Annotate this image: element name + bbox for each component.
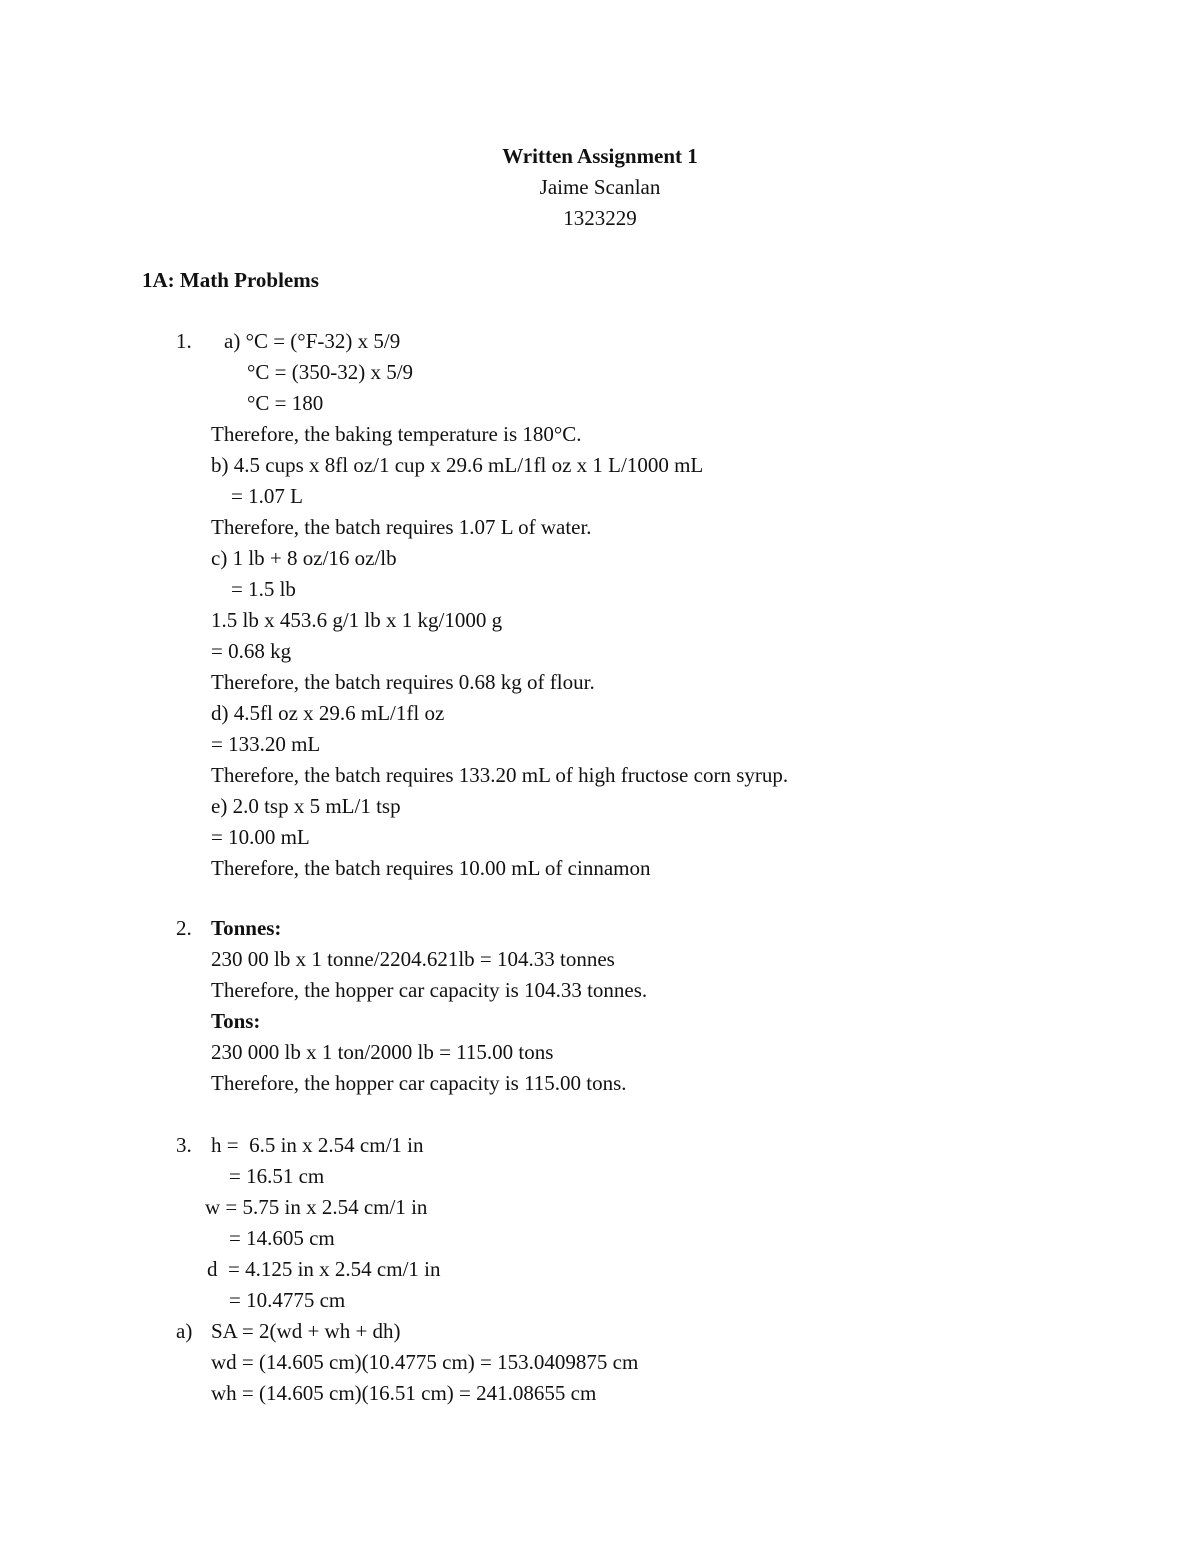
problem-1-line: Therefore, the batch requires 1.07 L of water.	[211, 515, 592, 539]
problem-1-line: Therefore, the batch requires 133.20 mL of high fructose corn syrup.	[211, 763, 789, 787]
problem-2-number: 2.	[176, 916, 192, 940]
student-id: 1323229	[563, 206, 637, 230]
part-a-line: wd = (14.605 cm)(10.4775 cm) = 153.0409875 cm	[211, 1350, 639, 1374]
tons-calculation: 230 000 lb x 1 ton/2000 lb = 115.00 tons	[211, 1040, 554, 1064]
problem-3-number: 3.	[176, 1133, 192, 1157]
problem-1-line: = 1.5 lb	[231, 577, 296, 601]
tonnes-result: Therefore, the hopper car capacity is 104.33 tonnes.	[211, 978, 648, 1002]
tons-result: Therefore, the hopper car capacity is 115.00 tons.	[211, 1071, 627, 1095]
problem-1-line: °C = 180	[247, 391, 324, 415]
part-a-label: a)	[176, 1319, 193, 1343]
problem-3-line: w = 5.75 in x 2.54 cm/1 in	[205, 1195, 428, 1219]
problem-1-line: = 0.68 kg	[211, 639, 292, 663]
part-a-line: SA = 2(wd + wh + dh)	[211, 1319, 401, 1343]
problem-1-line: e) 2.0 tsp x 5 mL/1 tsp	[211, 794, 401, 818]
problem-3-line: = 16.51 cm	[229, 1164, 325, 1188]
problem-1-line: d) 4.5fl oz x 29.6 mL/1fl oz	[211, 701, 445, 725]
problem-1-line: a) °C = (°F-32) x 5/9	[224, 329, 401, 353]
tonnes-calculation: 230 00 lb x 1 tonne/2204.621lb = 104.33 tonnes	[211, 947, 615, 971]
problem-1-number: 1.	[176, 329, 192, 353]
problem-3-line: h = 6.5 in x 2.54 cm/1 in	[211, 1133, 424, 1157]
tonnes-label: Tonnes:	[211, 916, 282, 940]
problem-3-line: = 10.4775 cm	[229, 1288, 346, 1312]
problem-1-line: Therefore, the batch requires 0.68 kg of flour.	[211, 670, 595, 694]
author-name: Jaime Scanlan	[539, 175, 661, 199]
section-heading: 1A: Math Problems	[142, 268, 319, 292]
problem-1-line: = 10.00 mL	[211, 825, 310, 849]
document-title: Written Assignment 1	[502, 144, 698, 168]
problem-1-line: °C = (350-32) x 5/9	[247, 360, 414, 384]
problem-1-line: Therefore, the baking temperature is 180°C.	[211, 422, 582, 446]
problem-1-line: c) 1 lb + 8 oz/16 oz/lb	[211, 546, 397, 570]
problem-3-line: = 14.605 cm	[229, 1226, 335, 1250]
problem-1-line: = 133.20 mL	[211, 732, 321, 756]
problem-1-line: b) 4.5 cups x 8fl oz/1 cup x 29.6 mL/1fl oz x 1 L/1000 mL	[211, 453, 704, 477]
tons-label: Tons:	[211, 1009, 261, 1033]
problem-1-line: Therefore, the batch requires 10.00 mL of cinnamon	[211, 856, 651, 880]
problem-1-line: = 1.07 L	[231, 484, 303, 508]
problem-3-line: d = 4.125 in x 2.54 cm/1 in	[207, 1257, 441, 1281]
problem-1-line: 1.5 lb x 453.6 g/1 lb x 1 kg/1000 g	[211, 608, 503, 632]
part-a-line: wh = (14.605 cm)(16.51 cm) = 241.08655 cm	[211, 1381, 597, 1405]
